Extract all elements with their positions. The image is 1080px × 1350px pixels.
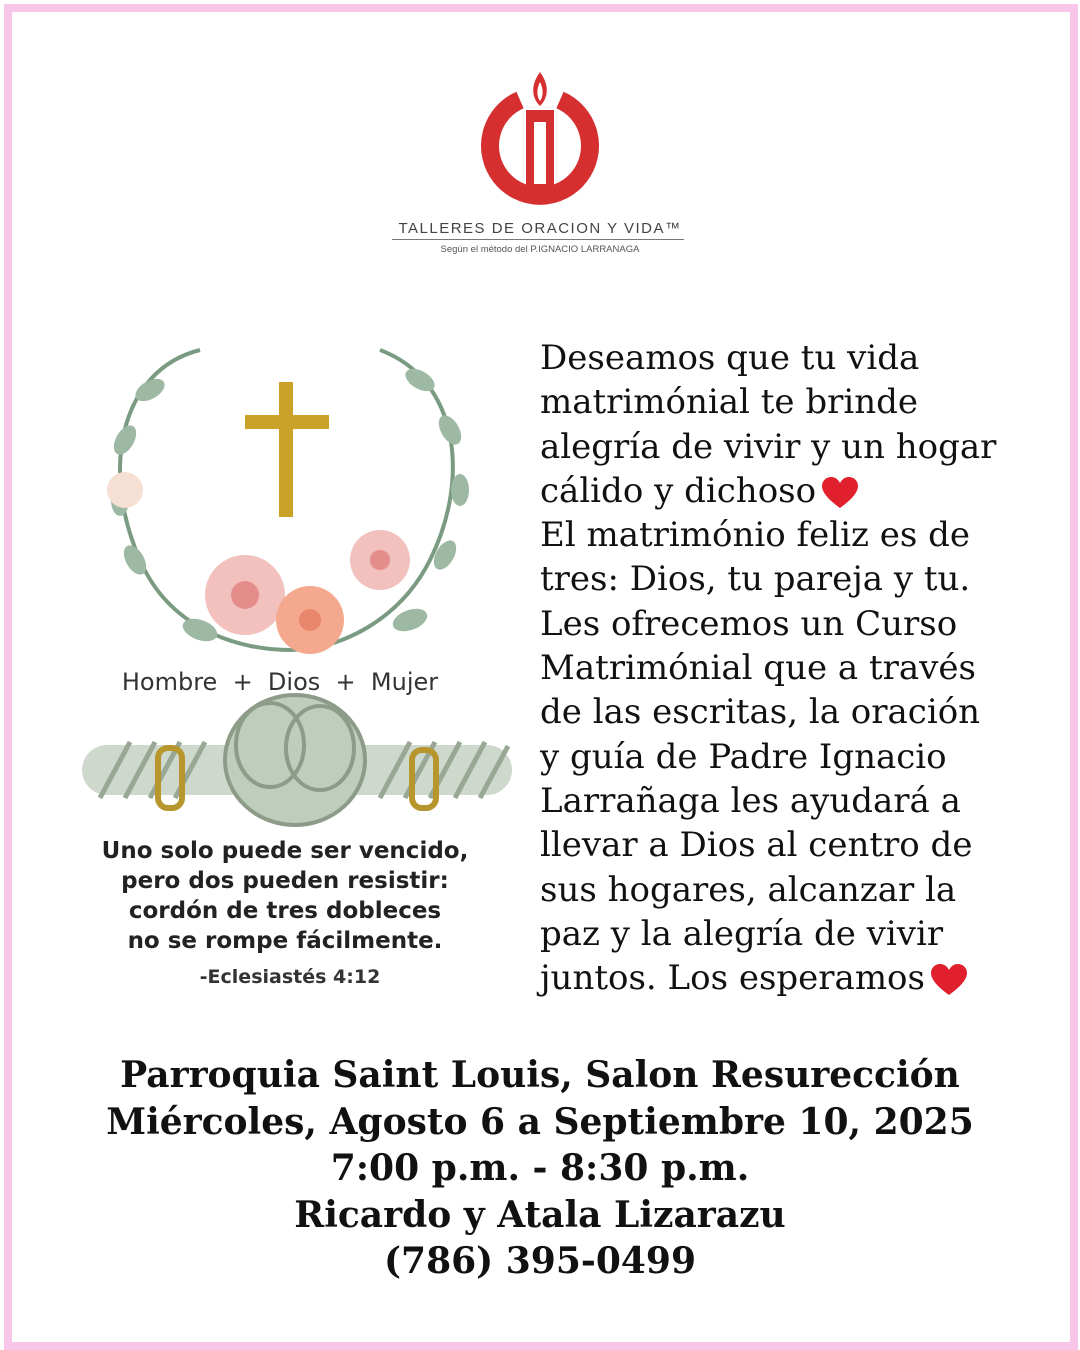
event-location: Parroquia Saint Louis, Salon Resurección bbox=[120, 1054, 960, 1096]
event-details bbox=[0, 1052, 1080, 1285]
heart-icon bbox=[822, 477, 858, 509]
message-line: llevar a Dios al centro de bbox=[540, 825, 973, 866]
message-line-with-heart bbox=[540, 956, 1040, 1000]
message-line: alegría de vivir y un hogar bbox=[540, 426, 997, 467]
message-line: juntos. Los esperamos bbox=[540, 958, 925, 999]
event-time: 7:00 p.m. - 8:30 p.m. bbox=[330, 1147, 750, 1189]
invitation-message bbox=[540, 336, 1040, 1000]
verse-line: Uno solo puede ser vencido, bbox=[101, 838, 469, 864]
event-phone: (786) 395-0499 bbox=[383, 1240, 697, 1282]
heart-icon bbox=[931, 964, 967, 996]
rope-knot-icon bbox=[82, 695, 512, 825]
verse-line: pero dos pueden resistir: bbox=[121, 868, 449, 894]
verse-line: cordón de tres dobleces bbox=[128, 898, 442, 924]
talleres-logo bbox=[470, 70, 610, 210]
event-dates: Miércoles, Agosto 6 a Septiembre 10, 2025 bbox=[106, 1100, 974, 1143]
hombre-dios-mujer-label: Hombre + Dios + Mujer bbox=[121, 668, 439, 696]
event-hosts: Ricardo y Atala Lizarazu bbox=[294, 1193, 786, 1236]
message-line: paz y la alegría de vivir bbox=[540, 913, 944, 954]
message-line: Les ofrecemos un Curso bbox=[540, 603, 958, 644]
message-line: tres: Dios, tu pareja y tu. bbox=[540, 559, 971, 600]
bible-verse bbox=[80, 836, 490, 956]
verse-line: no se rompe fácilmente. bbox=[127, 928, 443, 954]
brand-subtitle: Según el método del P.IGNACIO LARRANAGA bbox=[440, 244, 640, 255]
verse-reference: -Eclesiastés 4:12 bbox=[199, 966, 381, 988]
message-line-with-heart bbox=[540, 469, 1040, 513]
brand-divider bbox=[392, 239, 684, 240]
message-line: y guía de Padre Ignacio bbox=[540, 736, 947, 777]
message-line: Larrañaga les ayudará a bbox=[540, 780, 961, 821]
message-line: El matrimónio feliz es de bbox=[540, 515, 970, 556]
message-line: Matrimónial que a través bbox=[540, 648, 976, 689]
wedding-artwork bbox=[80, 330, 520, 850]
cross-icon bbox=[245, 382, 329, 517]
brand-title: TALLERES DE ORACION Y VIDA™ bbox=[398, 220, 682, 237]
message-line: sus hogares, alcanzar la bbox=[540, 869, 957, 910]
message-line: matrimónial te brinde bbox=[540, 382, 919, 423]
message-line: cálido y dichoso bbox=[540, 470, 817, 511]
message-line: Deseamos que tu vida bbox=[540, 338, 920, 378]
message-line: de las escritas, la oración bbox=[540, 692, 981, 733]
